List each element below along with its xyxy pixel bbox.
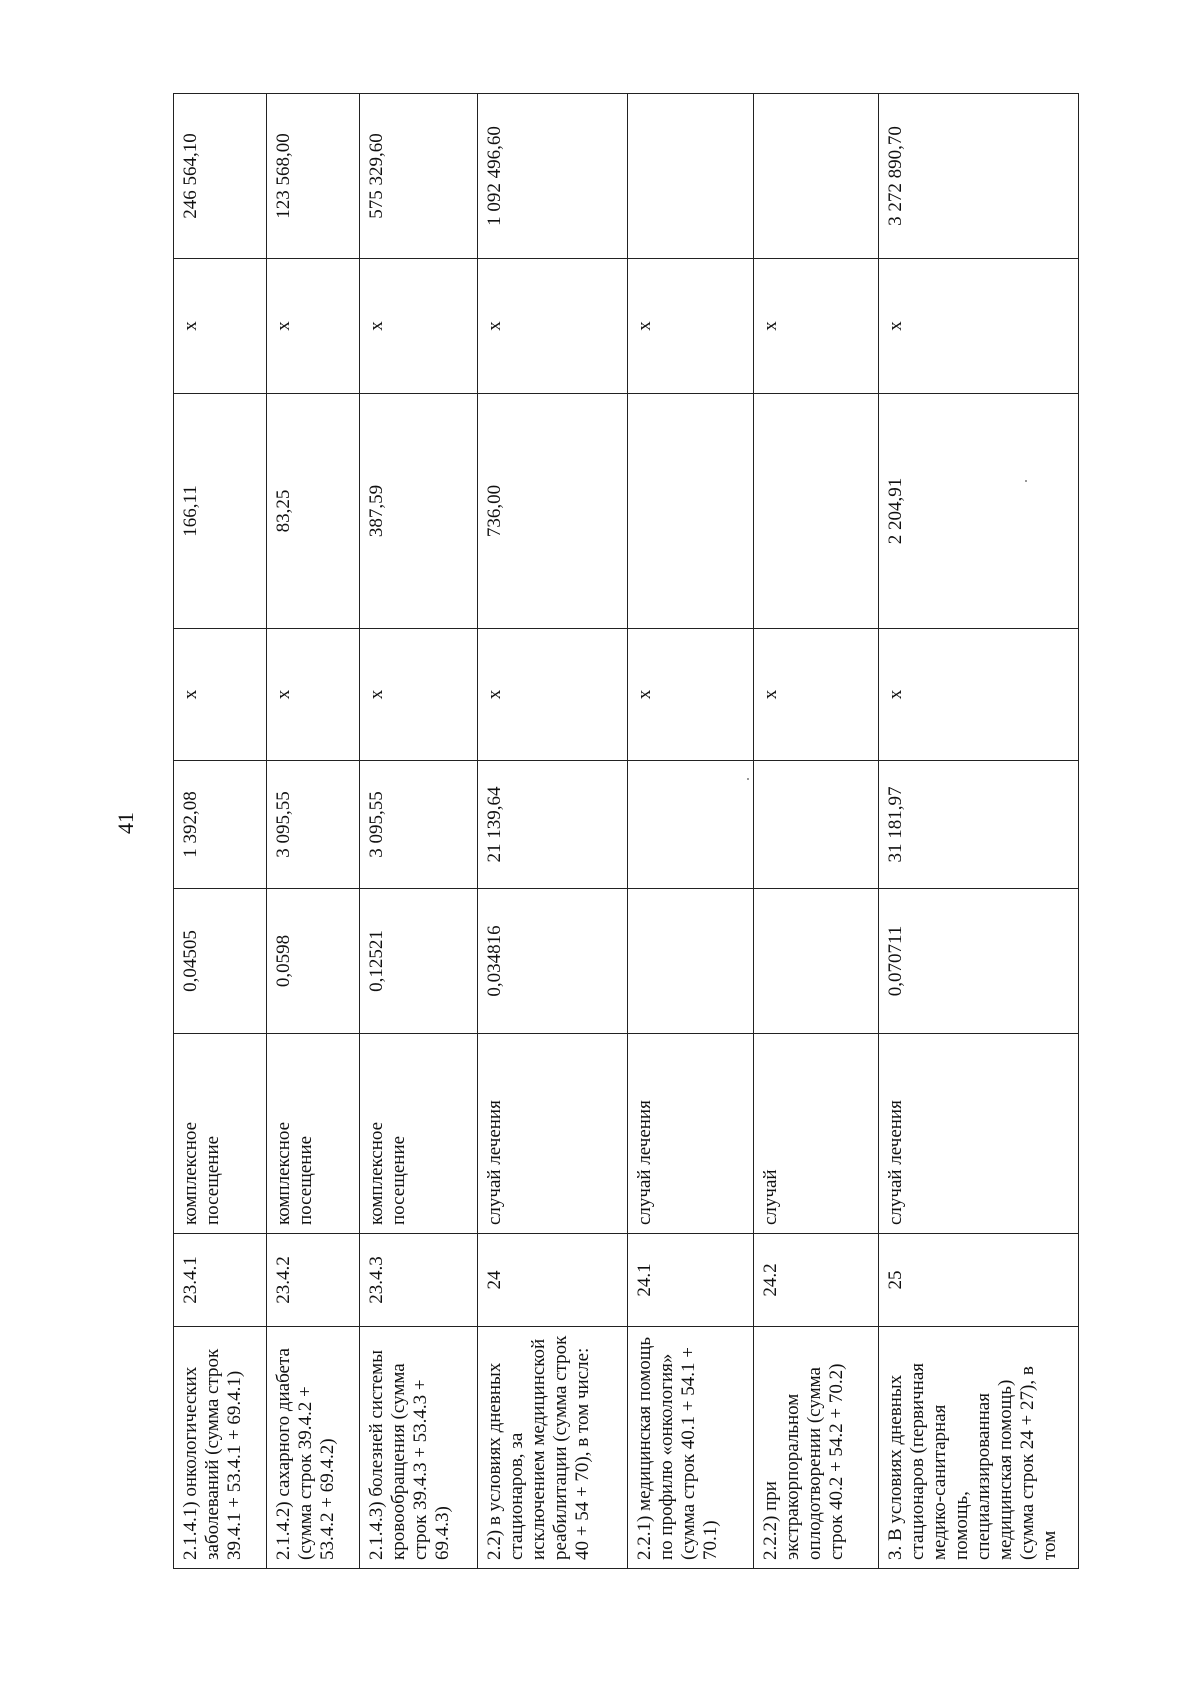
row-total: 3 272 890,70	[879, 94, 1079, 259]
table-row	[267, 94, 360, 1569]
table-row	[879, 94, 1079, 1569]
row-norm: 0,12521	[360, 889, 478, 1034]
row-name: 2.1.4.1) онкологических заболеваний (сумма строк 39.4.1 + 53.4.1 + 69.4.1)	[174, 1327, 267, 1569]
row-unit: случай лечения	[478, 1034, 628, 1234]
row-number: 24.2	[754, 1234, 879, 1327]
row-name: 2.2.2) при экстракорпоральном оплодотворении (сумма строк 40.2 + 54.2 + 70.2)	[754, 1327, 879, 1569]
row-total: 123 568,00	[267, 94, 360, 259]
row-x1: x	[478, 629, 628, 761]
row-x2: x	[174, 259, 267, 394]
row-norm: 0,070711	[879, 889, 1079, 1034]
data-table	[173, 93, 1079, 1569]
row-total	[628, 94, 754, 259]
row-x2: x	[754, 259, 879, 394]
row-name: 2.2) в условиях дневных стационаров, за исключением медицинской реабилитации (сумма строк 40 + 54 + 70), в том числе:	[478, 1327, 628, 1569]
row-per-capita: 387,59	[360, 394, 478, 629]
row-number: 23.4.2	[267, 1234, 360, 1327]
row-number: 25	[879, 1234, 1079, 1327]
row-x2: x	[267, 259, 360, 394]
row-name: 3. В условиях дневных стационаров (первичная медико-санитарная помощь, специализированная медицинская помощь) (сумма строк 24 + 27), в том	[879, 1327, 1079, 1569]
table-row	[174, 94, 267, 1569]
row-per-capita	[628, 394, 754, 629]
row-x2: x	[628, 259, 754, 394]
row-per-capita: 2 204,91	[879, 394, 1079, 629]
row-per-capita: 83,25	[267, 394, 360, 629]
rotated-table-frame	[173, 94, 1078, 1569]
row-per-capita: 736,00	[478, 394, 628, 629]
row-cost: 1 392,08	[174, 761, 267, 889]
row-norm: 0,0598	[267, 889, 360, 1034]
table-row	[478, 94, 628, 1569]
table-row	[754, 94, 879, 1569]
row-name: 2.1.4.3) болезней системы кровообращения (сумма строк 39.4.3 + 53.4.3 + 69.4.3)	[360, 1327, 478, 1569]
row-name: 2.1.4.2) сахарного диабета (сумма строк 39.4.2 + 53.4.2 + 69.4.2)	[267, 1327, 360, 1569]
row-x1: x	[267, 629, 360, 761]
row-per-capita	[754, 394, 879, 629]
row-total: 1 092 496,60	[478, 94, 628, 259]
scan-speck	[1025, 480, 1027, 482]
table-container	[173, 94, 1078, 1569]
row-x1: x	[754, 629, 879, 761]
row-norm	[628, 889, 754, 1034]
row-norm	[754, 889, 879, 1034]
row-x1: x	[879, 629, 1079, 761]
row-number: 23.4.1	[174, 1234, 267, 1327]
row-norm: 0,04505	[174, 889, 267, 1034]
row-unit: комплексное посещение	[174, 1034, 267, 1234]
row-x1: x	[360, 629, 478, 761]
row-cost	[628, 761, 754, 889]
scan-speck	[747, 778, 749, 780]
row-norm: 0,034816	[478, 889, 628, 1034]
row-per-capita: 166,11	[174, 394, 267, 629]
row-number: 24.1	[628, 1234, 754, 1327]
row-cost: 31 181,97	[879, 761, 1079, 889]
row-cost: 21 139,64	[478, 761, 628, 889]
row-unit: случай лечения	[879, 1034, 1079, 1234]
row-x2: x	[478, 259, 628, 394]
row-total	[754, 94, 879, 259]
row-x1: x	[628, 629, 754, 761]
row-total: 246 564,10	[174, 94, 267, 259]
row-cost: 3 095,55	[267, 761, 360, 889]
row-cost	[754, 761, 879, 889]
row-unit: случай лечения	[628, 1034, 754, 1234]
row-unit: комплексное посещение	[360, 1034, 478, 1234]
row-unit: случай	[754, 1034, 879, 1234]
row-cost: 3 095,55	[360, 761, 478, 889]
table-row	[628, 94, 754, 1569]
table-row	[360, 94, 478, 1569]
page-number: 41	[113, 812, 138, 834]
row-x1: x	[174, 629, 267, 761]
row-x2: x	[360, 259, 478, 394]
row-number: 24	[478, 1234, 628, 1327]
row-unit: комплексное посещение	[267, 1034, 360, 1234]
row-number: 23.4.3	[360, 1234, 478, 1327]
row-total: 575 329,60	[360, 94, 478, 259]
row-x2: x	[879, 259, 1079, 394]
row-name: 2.2.1) медицинская помощь по профилю «онкология» (сумма строк 40.1 + 54.1 + 70.1)	[628, 1327, 754, 1569]
